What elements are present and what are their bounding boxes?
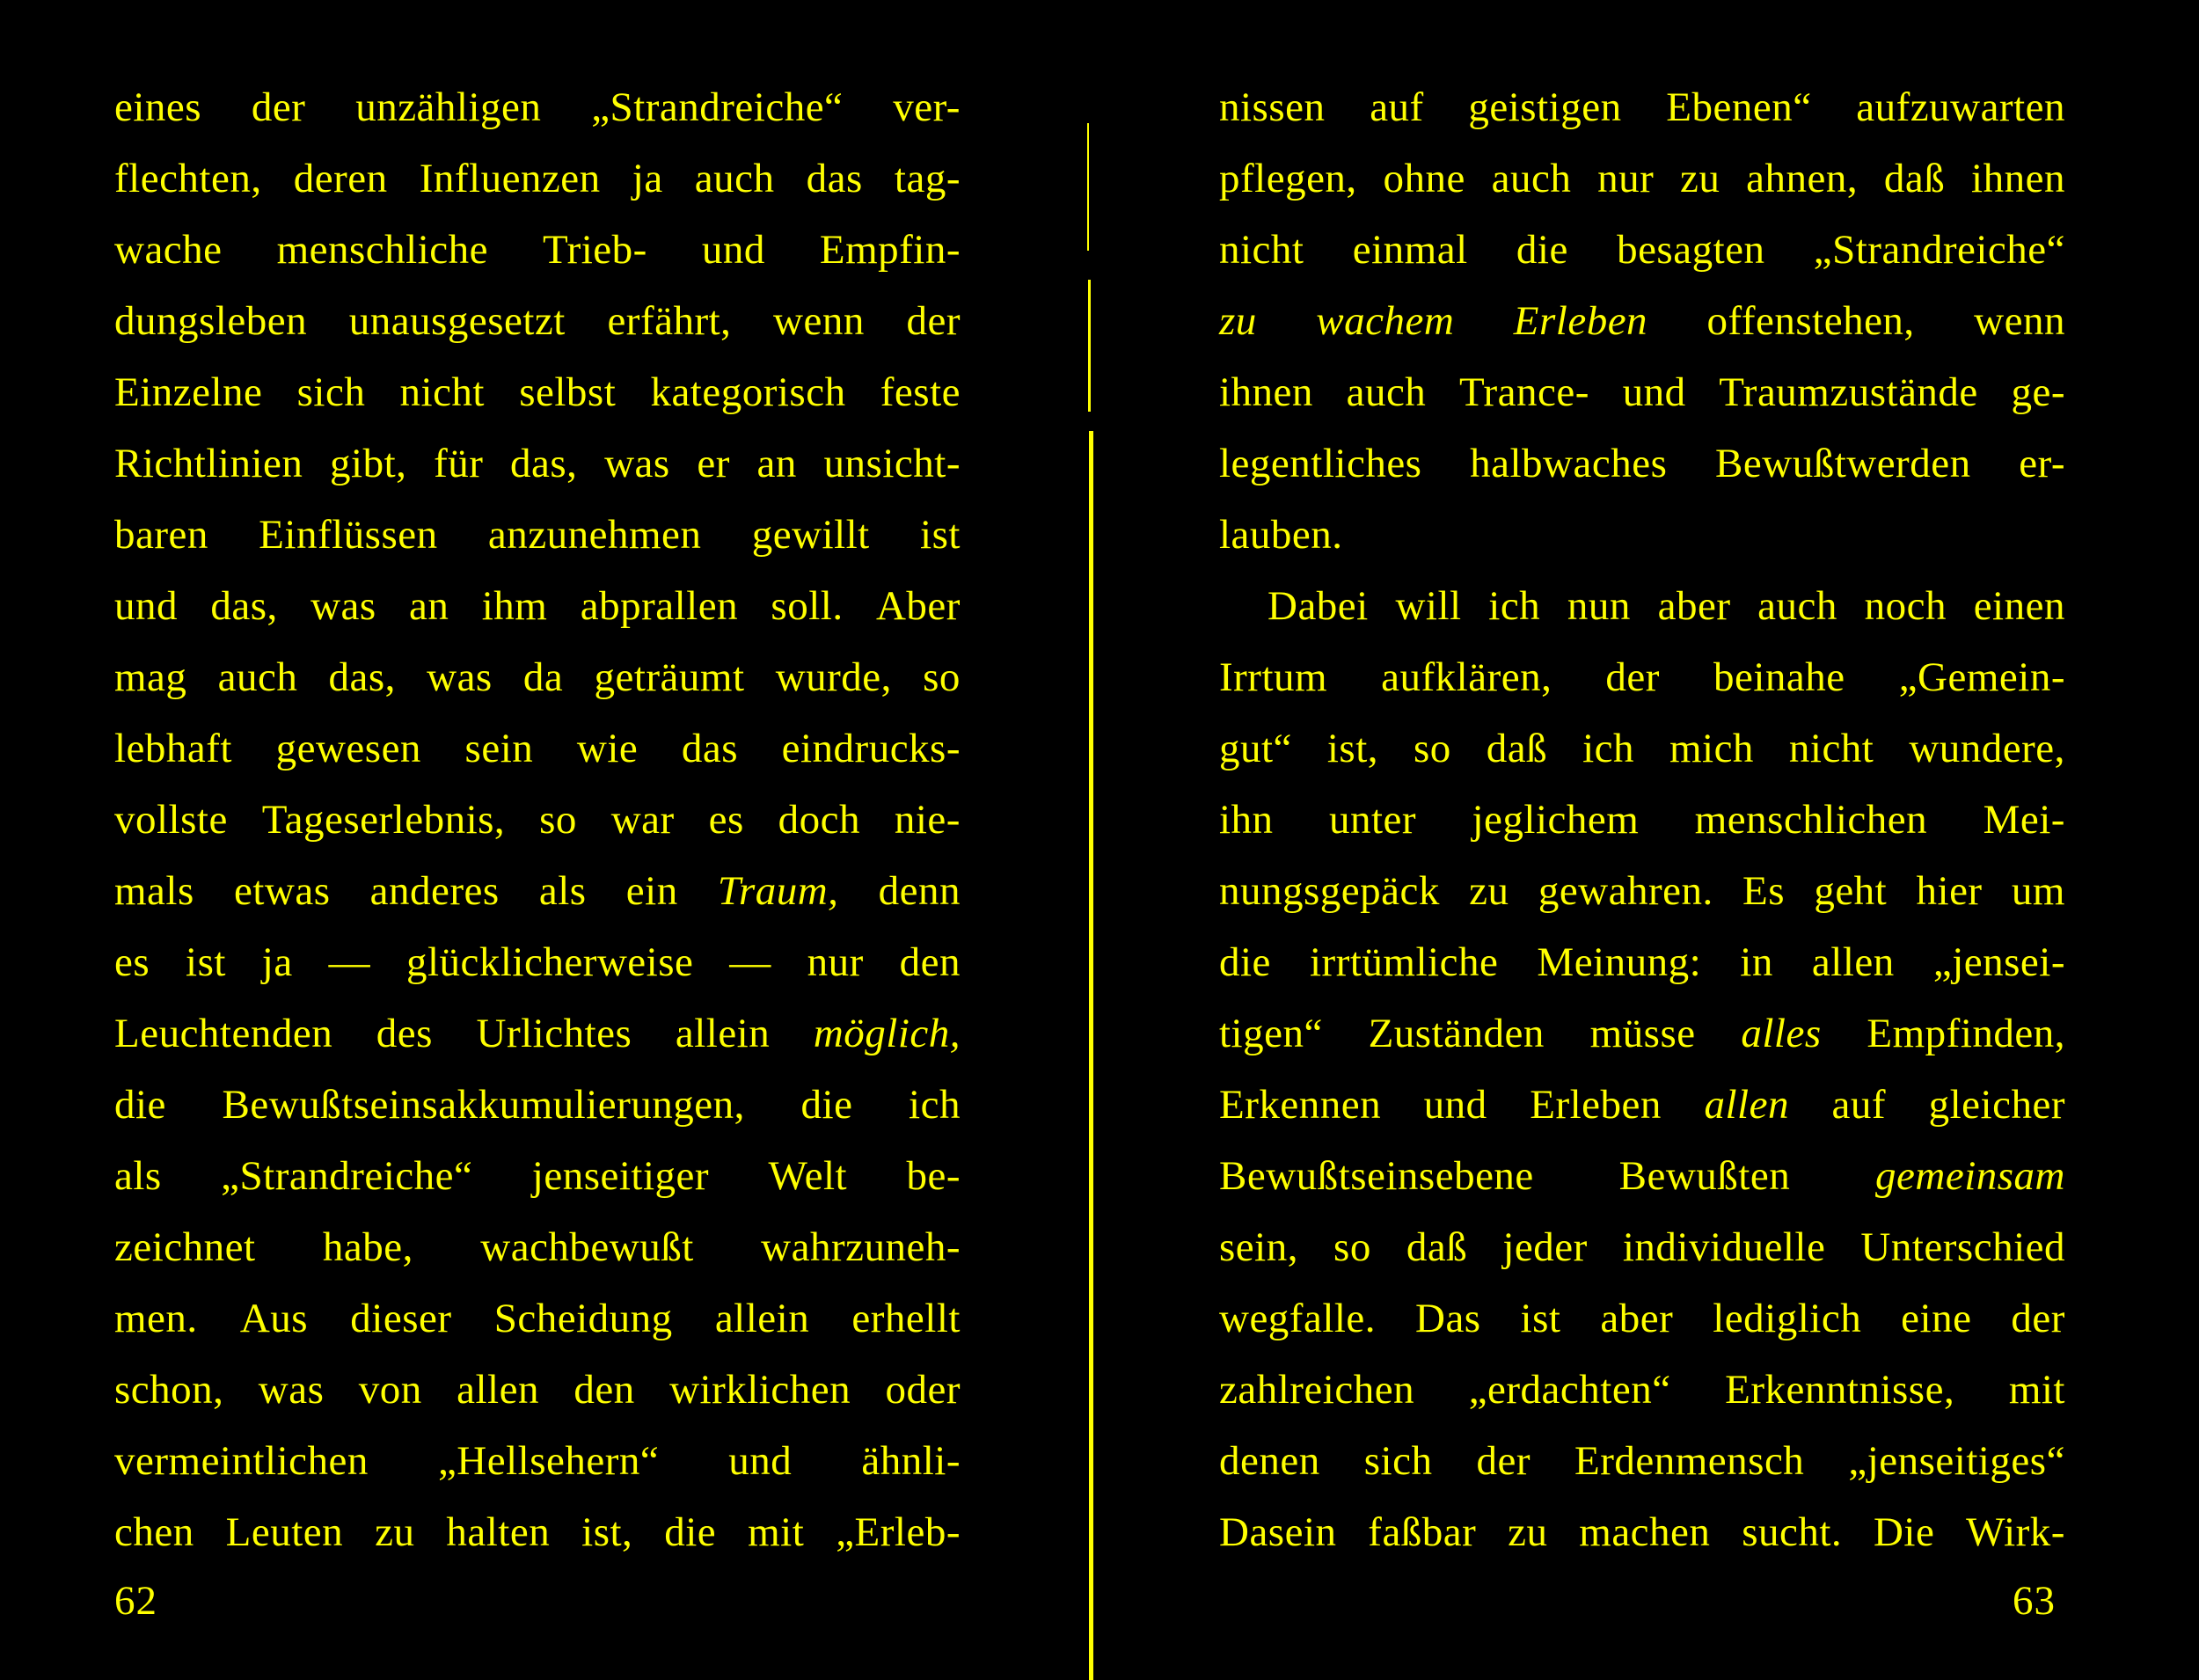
left-page-line: men. Aus dieser Scheidung allein erhellt — [114, 1296, 961, 1341]
right-page-line: ihn unter jeglichem menschlichen Mei- — [1219, 797, 2065, 843]
right-page-line: lauben. — [1219, 512, 1343, 558]
page-number-left: 62 — [114, 1578, 157, 1624]
left-page-line: eines der unzähligen „Strandreiche“ ver- — [114, 84, 961, 130]
right-page-line: nissen auf geistigen Ebenen“ aufzuwarten — [1219, 84, 2065, 130]
left-page-line: und das, was an ihm abprallen soll. Aber — [114, 583, 961, 629]
left-page-line: Einzelne sich nicht selbst kategorisch feste — [114, 369, 961, 415]
page-number-right: 63 — [2013, 1578, 2056, 1624]
right-page-line: Dabei will ich nun aber auch noch einen — [1268, 583, 2065, 629]
right-page — [1219, 72, 2065, 1568]
right-page-line: gut“ ist, so daß ich mich nicht wundere, — [1219, 726, 2065, 771]
left-page-line: Richtlinien gibt, für das, was er an unsicht- — [114, 441, 961, 486]
left-page-line: mag auch das, was da geträumt wurde, so — [114, 654, 961, 700]
left-page-line: als „Strandreiche“ jenseitiger Welt be- — [114, 1153, 961, 1199]
left-page-line: wache menschliche Trieb- und Empfin- — [114, 227, 961, 273]
right-page-line: zu wachem Erleben offenstehen, wenn — [1219, 298, 2065, 344]
left-page-line: lebhaft gewesen sein wie das eindrucks- — [114, 726, 961, 771]
left-page-line: flechten, deren Influenzen ja auch das tag- — [114, 156, 961, 201]
left-page-line: dungsleben unausgesetzt erfährt, wenn der — [114, 298, 961, 344]
right-page-line: pflegen, ohne auch nur zu ahnen, daß ihnen — [1219, 156, 2065, 201]
left-page-line: baren Einflüssen anzunehmen gewillt ist — [114, 512, 961, 558]
left-page-line: die Bewußtseinsakkumulierungen, die ich — [114, 1082, 961, 1128]
right-page-line: legentliches halbwaches Bewußtwerden er- — [1219, 441, 2065, 486]
left-page — [114, 72, 961, 1568]
gutter-line-lower — [1089, 431, 1093, 1680]
right-page-line: Erkennen und Erleben allen auf gleicher — [1219, 1082, 2065, 1128]
right-page-line: nungsgepäck zu gewahren. Es geht hier um — [1219, 868, 2065, 914]
right-page-line: die irrtümliche Meinung: in allen „jensei- — [1219, 939, 2065, 985]
right-page-line: Irrtum aufklären, der beinahe „Gemein- — [1219, 654, 2065, 700]
right-page-line: Bewußtseinsebene Bewußten gemeinsam — [1219, 1153, 2065, 1199]
right-page-line: nicht einmal die besagten „Strandreiche“ — [1219, 227, 2065, 273]
left-page-line: chen Leuten zu halten ist, die mit „Erleb- — [114, 1509, 961, 1555]
right-page-line: ihnen auch Trance- und Traumzustände ge- — [1219, 369, 2065, 415]
right-page-line: denen sich der Erdenmensch „jenseitiges“ — [1219, 1438, 2065, 1484]
gutter-line-upper — [1088, 280, 1091, 412]
right-page-line: wegfalle. Das ist aber lediglich eine der — [1219, 1296, 2065, 1341]
right-page-line: Dasein faßbar zu machen sucht. Die Wirk- — [1219, 1509, 2065, 1555]
left-page-line: mals etwas anderes als ein Traum, denn — [114, 868, 961, 914]
right-page-line: tigen“ Zuständen müsse alles Empfinden, — [1219, 1011, 2065, 1056]
right-page-line: sein, so daß jeder individuelle Unterschied — [1219, 1224, 2065, 1270]
left-page-line: vollste Tageserlebnis, so war es doch nie- — [114, 797, 961, 843]
right-page-line: zahlreichen „erdachten“ Erkenntnisse, mit — [1219, 1367, 2065, 1413]
left-page-line: es ist ja — glücklicherweise — nur den — [114, 939, 961, 985]
left-page-line: vermeintlichen „Hellsehern“ und ähnli- — [114, 1438, 961, 1484]
left-page-line: schon, was von allen den wirklichen oder — [114, 1367, 961, 1413]
gutter-line-top — [1087, 123, 1089, 251]
left-page-line: zeichnet habe, wachbewußt wahrzuneh- — [114, 1224, 961, 1270]
left-page-line: Leuchtenden des Urlichtes allein möglich, — [114, 1011, 961, 1056]
